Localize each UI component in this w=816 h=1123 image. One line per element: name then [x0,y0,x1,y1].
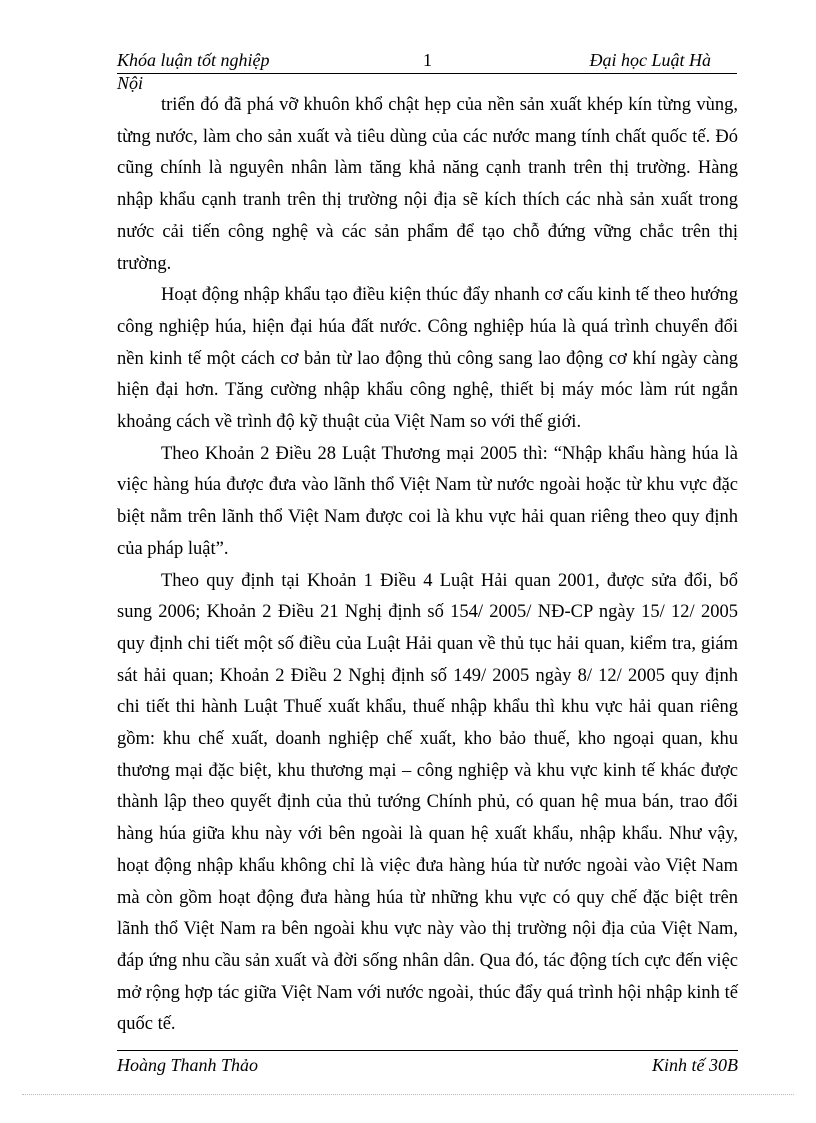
footer-divider [117,1050,738,1051]
header-thesis-title: Khóa luận tốt nghiệp [117,50,270,70]
paragraph-industrialization: Hoạt động nhập khẩu tạo điều kiện thúc đẩy nhanh cơ cấu kinh tế theo hướng công nghiệp húa, hiện đại húa đất nước. Công nghiệp húa là quá trình chuyển đổi nền kinh tế một cách cơ bản từ lao động thủ công sang lao động cơ khí ngày càng hiện đại hơn. Tăng cường nhập khẩu công nghệ, thiết bị máy móc làm rút ngắn khoảng cách về trình độ kỹ thuật của Việt Nam so với thế giới. [117,285,738,433]
page-footer [117,1053,738,1079]
footer-author: Hoàng Thanh Thảo [117,1055,259,1075]
page-header [117,47,737,74]
paragraph-trade-law-definition: Theo Khoản 2 Điều 28 Luật Thương mại 2005 thì: “Nhập khẩu hàng húa là việc hàng húa được đưa vào lãnh thổ Việt Nam từ nước ngoài hoặc từ khu vực đặc biệt nằm trên lãnh thổ Việt Nam được coi là khu vực hải quan riêng theo quy định của pháp luật”. [117,443,738,559]
page-number: 1 [423,50,432,70]
document-body [117,90,738,1041]
header-university-wrap: Nội [117,73,144,93]
paragraph-continuation: triển đó đã phá vỡ khuôn khổ chật hẹp của nền sản xuất khép kín từng vùng, từng nước, làm cho sản xuất và tiêu dùng của các nước mang tính chất quốc tế. Đó cũng chính là nguyên nhân làm tăng khả năng cạnh tranh trên thị trường. Hàng nhập khẩu cạnh tranh trên thị trường nội địa sẽ kích thích các nhà sản xuất trong nước cải tiến công nghệ và các sản phẩm để tạo chỗ đứng vững chắc trên thị trường. [117,95,738,274]
footer-class: Kinh tế 30B [652,1055,738,1075]
page-bottom-edge [22,1094,794,1095]
header-university: Đại học Luật Hà [589,50,711,70]
paragraph-customs-zones: Theo quy định tại Khoản 1 Điều 4 Luật Hải quan 2001, được sửa đổi, bổ sung 2006; Khoản 2 Điều 21 Nghị định số 154/ 2005/ NĐ-CP ngày 15/ 12/ 2005 quy định chi tiết một số điều của Luật Hải quan về thủ tục hải quan, kiểm tra, giám sát hải quan; Khoản 2 Điều 2 Nghị định số 149/ 2005 ngày 8/ 12/ 2005 quy định chi tiết thi hành Luật Thuế xuất khẩu, thuế nhập khẩu thì khu vực hải quan riêng gồm: khu chế xuất, doanh nghiệp chế xuất, kho bảo thuế, kho ngoại quan, khu thương mại đặc biệt, khu thương mại – công nghiệp và khu vực kinh tế khác được thành lập theo quyết định của thủ tướng Chính phủ, có quan hệ mua bán, trao đổi hàng húa giữa khu này với bên ngoài là quan hệ xuất khẩu, nhập khẩu. Như vậy, hoạt động nhập khẩu không chỉ là việc đưa hàng húa từ nước ngoài vào Việt Nam mà còn gồm hoạt động đưa hàng húa từ những khu vực có quy chế đặc biệt trên lãnh thổ Việt Nam ra bên ngoài khu vực này vào thị trường nội địa của Việt Nam, đáp ứng nhu cầu sản xuất và đời sống nhân dân. Qua đó, tác động tích cực đến việc mở rộng hợp tác giữa Việt Nam với nước ngoài, thúc đẩy quá trình hội nhập kinh tế quốc tế. [117,570,738,1035]
